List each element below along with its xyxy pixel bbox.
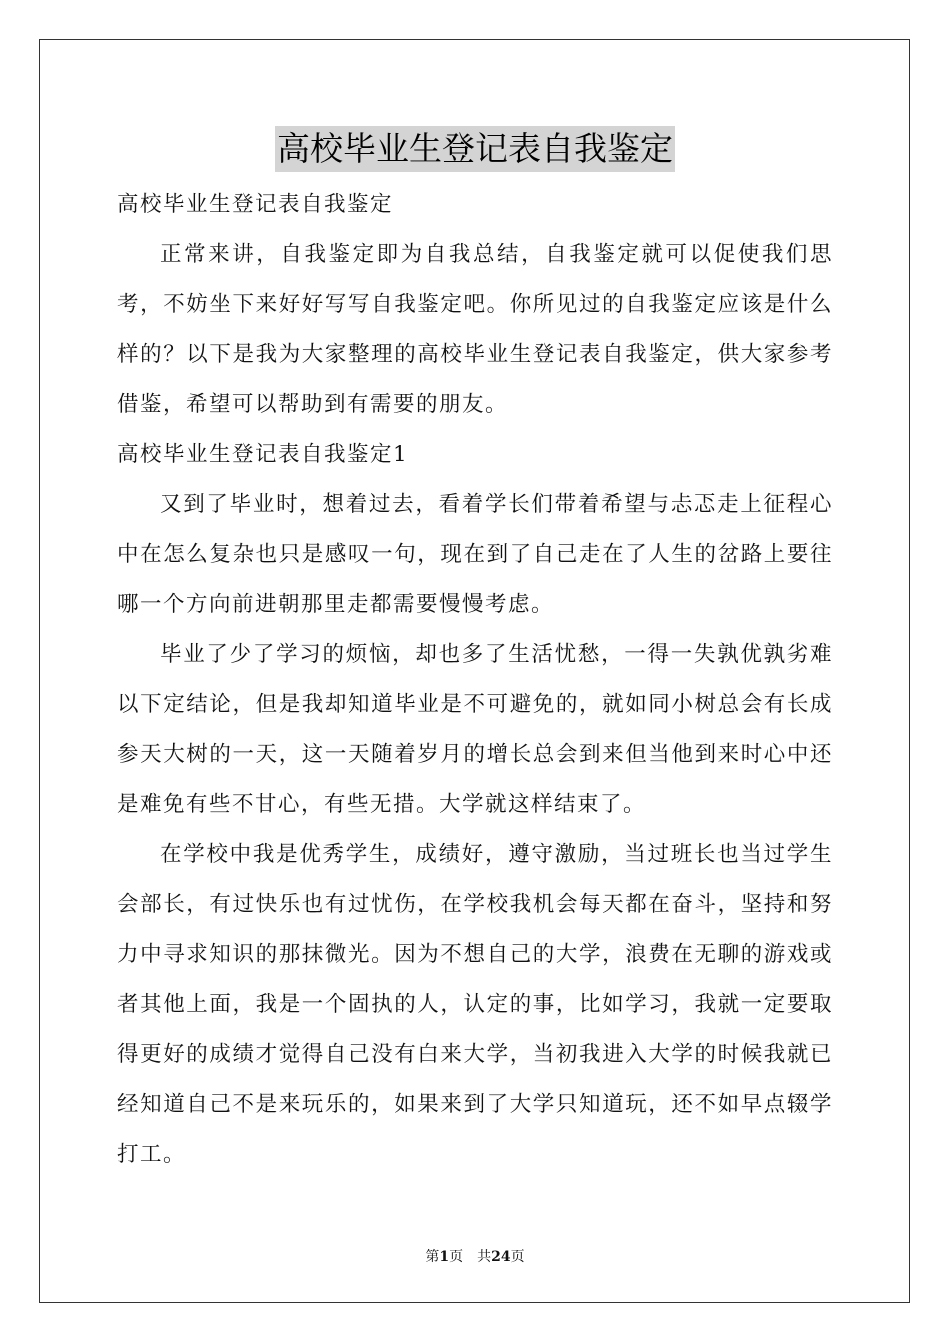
- page-middle: 页 共: [449, 1249, 492, 1265]
- page-current: 1: [439, 1249, 450, 1265]
- body-paragraph: 又到了毕业时，想着过去，看着学长们带着希望与忐忑走上征程心中在怎么复杂也只是感叹一句，现在到了自己走在了人生的岔路上要往哪一个方向前进朝那里走都需要慢慢考虑。: [117, 492, 833, 617]
- intro-paragraph: 正常来讲，自我鉴定即为自我总结，自我鉴定就可以促使我们思考，不妨坐下来好好写写自我鉴定吧。你所见过的自我鉴定应该是什么样的？以下是我为大家整理的高校毕业生登记表自我鉴定，供大家参考借鉴，希望可以帮助到有需要的朋友。: [117, 242, 833, 417]
- body-paragraph: 在学校中我是优秀学生，成绩好，遵守激励，当过班长也当过学生会部长，有过快乐也有过忧伤，在学校我机会每天都在奋斗，坚持和努力中寻求知识的那抹微光。因为不想自己的大学，浪费在无聊的游戏或者其他上面，我是一个固执的人，认定的事，比如学习，我就一定要取得更好的成绩才觉得自己没有白来大学，当初我进入大学的时候我就已经知道自己不是来玩乐的，如果来到了大学只知道玩，还不如早点辍学打工。: [117, 842, 833, 1167]
- page-suffix: 页: [510, 1249, 525, 1265]
- document-title: 高校毕业生登记表自我鉴定: [275, 126, 675, 172]
- section-heading: 高校毕业生登记表自我鉴定1: [117, 442, 409, 467]
- page-total: 24: [491, 1249, 511, 1265]
- document-body: [117, 180, 833, 1180]
- document-subtitle: 高校毕业生登记表自我鉴定: [117, 192, 394, 217]
- body-paragraph: 毕业了少了学习的烦恼，却也多了生活忧愁，一得一失孰优孰劣难以下定结论，但是我却知道毕业是不可避免的，就如同小树总会有长成参天大树的一天，这一天随着岁月的增长总会到来但当他到来时心中还是难免有些不甘心，有些无措。大学就这样结束了。: [117, 642, 833, 817]
- page-footer: [0, 1246, 950, 1266]
- title-container: [0, 126, 950, 172]
- page-prefix: 第: [425, 1249, 440, 1265]
